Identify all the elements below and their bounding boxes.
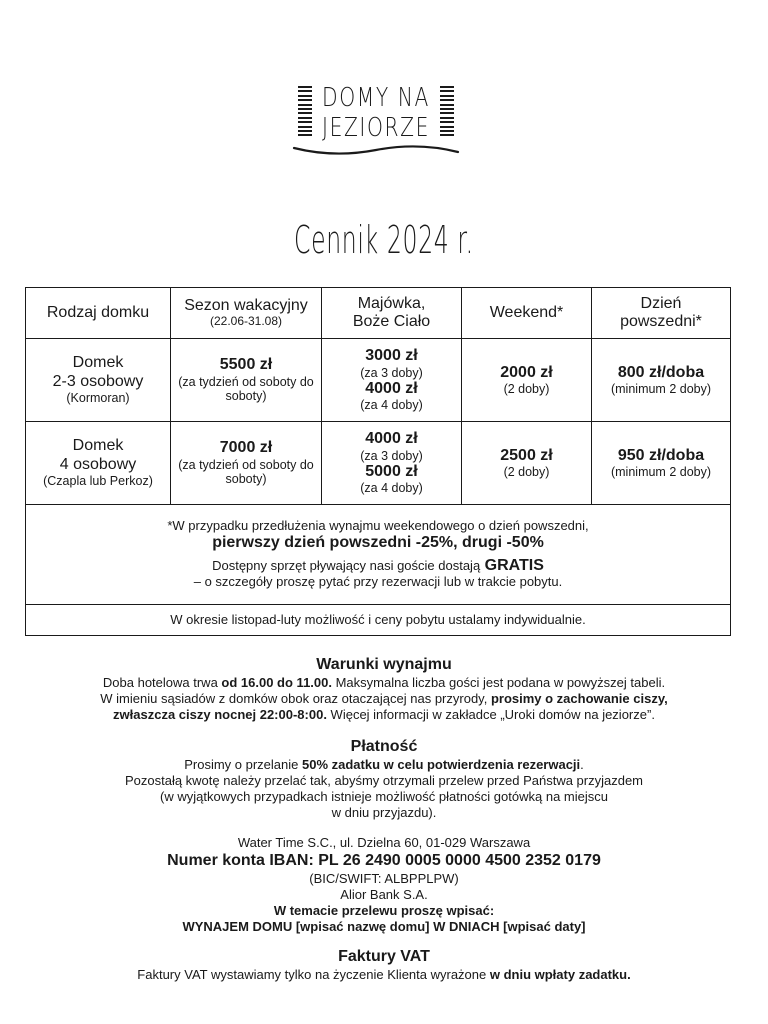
logo-line-2: JEZIORZE xyxy=(322,113,430,143)
vat-section xyxy=(0,947,768,983)
logo-line-1: DOMY NA xyxy=(322,83,430,113)
page-title: Cennik 2024 r. xyxy=(294,218,474,262)
summer-cell: 5500 zł (za tydzień od soboty do soboty) xyxy=(171,339,322,422)
header-weekend: Weekend* xyxy=(462,288,592,339)
logo xyxy=(292,82,460,160)
payment-line: Pozostałą kwotę należy przelać tak, abyśmy otrzymali przelew przed Państwa przyjazdem xyxy=(124,773,644,788)
logo-stripes-right xyxy=(440,86,454,142)
table-header-row xyxy=(26,288,731,339)
header-summer: Sezon wakacyjny (22.06-31.08) xyxy=(171,288,322,339)
vat-heading: Faktury VAT xyxy=(338,948,430,965)
conditions-line: zwłaszcza ciszy nocnej 22:00-8:00. Więcej informacji w zakładce „Uroki domów na jeziorze”. xyxy=(113,707,655,722)
payment-section xyxy=(0,737,768,935)
iban-number: Numer konta IBAN: PL 26 2490 0005 0000 4500 2352 0179 xyxy=(167,852,601,869)
table-row xyxy=(26,339,731,422)
table-row xyxy=(26,422,731,505)
conditions-section xyxy=(0,655,768,723)
header-may: Majówka, Boże Ciało xyxy=(322,288,462,339)
payment-line: (w wyjątkowych przypadkach istnieje możliwość płatności gotówką na miejscu xyxy=(160,789,608,804)
bic-code: (BIC/SWIFT: ALBPPLPW) xyxy=(309,871,459,886)
header-weekday: Dzień powszedni* xyxy=(592,288,731,339)
conditions-line: Doba hotelowa trwa od 16.00 do 11.00. Maksymalna liczba gości jest podana w powyższej tabeli. xyxy=(102,675,666,690)
conditions-line: W imieniu sąsiadów z domków obok oraz otaczającej nas przyrody, prosimy o zachowanie ciszy, xyxy=(100,691,668,706)
header-house-type: Rodzaj domku xyxy=(26,288,171,339)
transfer-title-label: W temacie przelewu proszę wpisać: xyxy=(273,903,495,918)
summer-cell: 7000 zł (za tydzień od soboty do soboty) xyxy=(171,422,322,505)
company-address: Water Time S.C., ul. Dzielna 60, 01-029 Warszawa xyxy=(237,835,531,850)
offseason-cell: W okresie listopad-luty możliwość i ceny pobytu ustalamy indywidualnie. xyxy=(26,605,731,636)
conditions-heading: Warunki wynajmu xyxy=(316,656,452,673)
house-cell: Domek 2-3 osobowy (Kormoran) xyxy=(26,339,171,422)
weekday-cell: 950 zł/doba (minimum 2 doby) xyxy=(592,422,731,505)
weekend-cell: 2500 zł (2 doby) xyxy=(462,422,592,505)
logo-wave-icon xyxy=(292,142,460,158)
info-sections xyxy=(0,655,768,983)
table-offseason-row xyxy=(26,605,731,636)
payment-heading: Płatność xyxy=(350,738,418,755)
vat-line: Faktury VAT wystawiamy tylko na życzenie Klienta wyrażone w dniu wpłaty zadatku. xyxy=(137,967,631,982)
notes-cell: *W przypadku przedłużenia wynajmu weekendowego o dzień powszedni, pierwszy dzień powszedni -25%, drugi -50% Dostępny sprzęt pływający nasi goście dostają GRATIS – o szczegóły proszę pytać przy rezerwacji lub w trakcie pobytu. xyxy=(26,505,731,605)
bank-name: Alior Bank S.A. xyxy=(340,887,428,902)
weekday-cell: 800 zł/doba (minimum 2 doby) xyxy=(592,339,731,422)
gratis-label: GRATIS xyxy=(484,556,544,574)
house-cell: Domek 4 osobowy (Czapla lub Perkoz) xyxy=(26,422,171,505)
table-notes-row xyxy=(26,505,731,605)
price-table xyxy=(25,287,731,636)
payment-line: Prosimy o przelanie 50% zadatku w celu potwierdzenia rezerwacji. xyxy=(184,757,584,772)
transfer-title-value: WYNAJEM DOMU [wpisać nazwę domu] W DNIACH [wpisać daty] xyxy=(182,919,586,934)
payment-line: w dniu przyjazdu). xyxy=(331,805,437,820)
weekend-cell: 2000 zł (2 doby) xyxy=(462,339,592,422)
may-cell: 3000 zł (za 3 doby) 4000 zł (za 4 doby) xyxy=(322,339,462,422)
may-cell: 4000 zł (za 3 doby) 5000 zł (za 4 doby) xyxy=(322,422,462,505)
